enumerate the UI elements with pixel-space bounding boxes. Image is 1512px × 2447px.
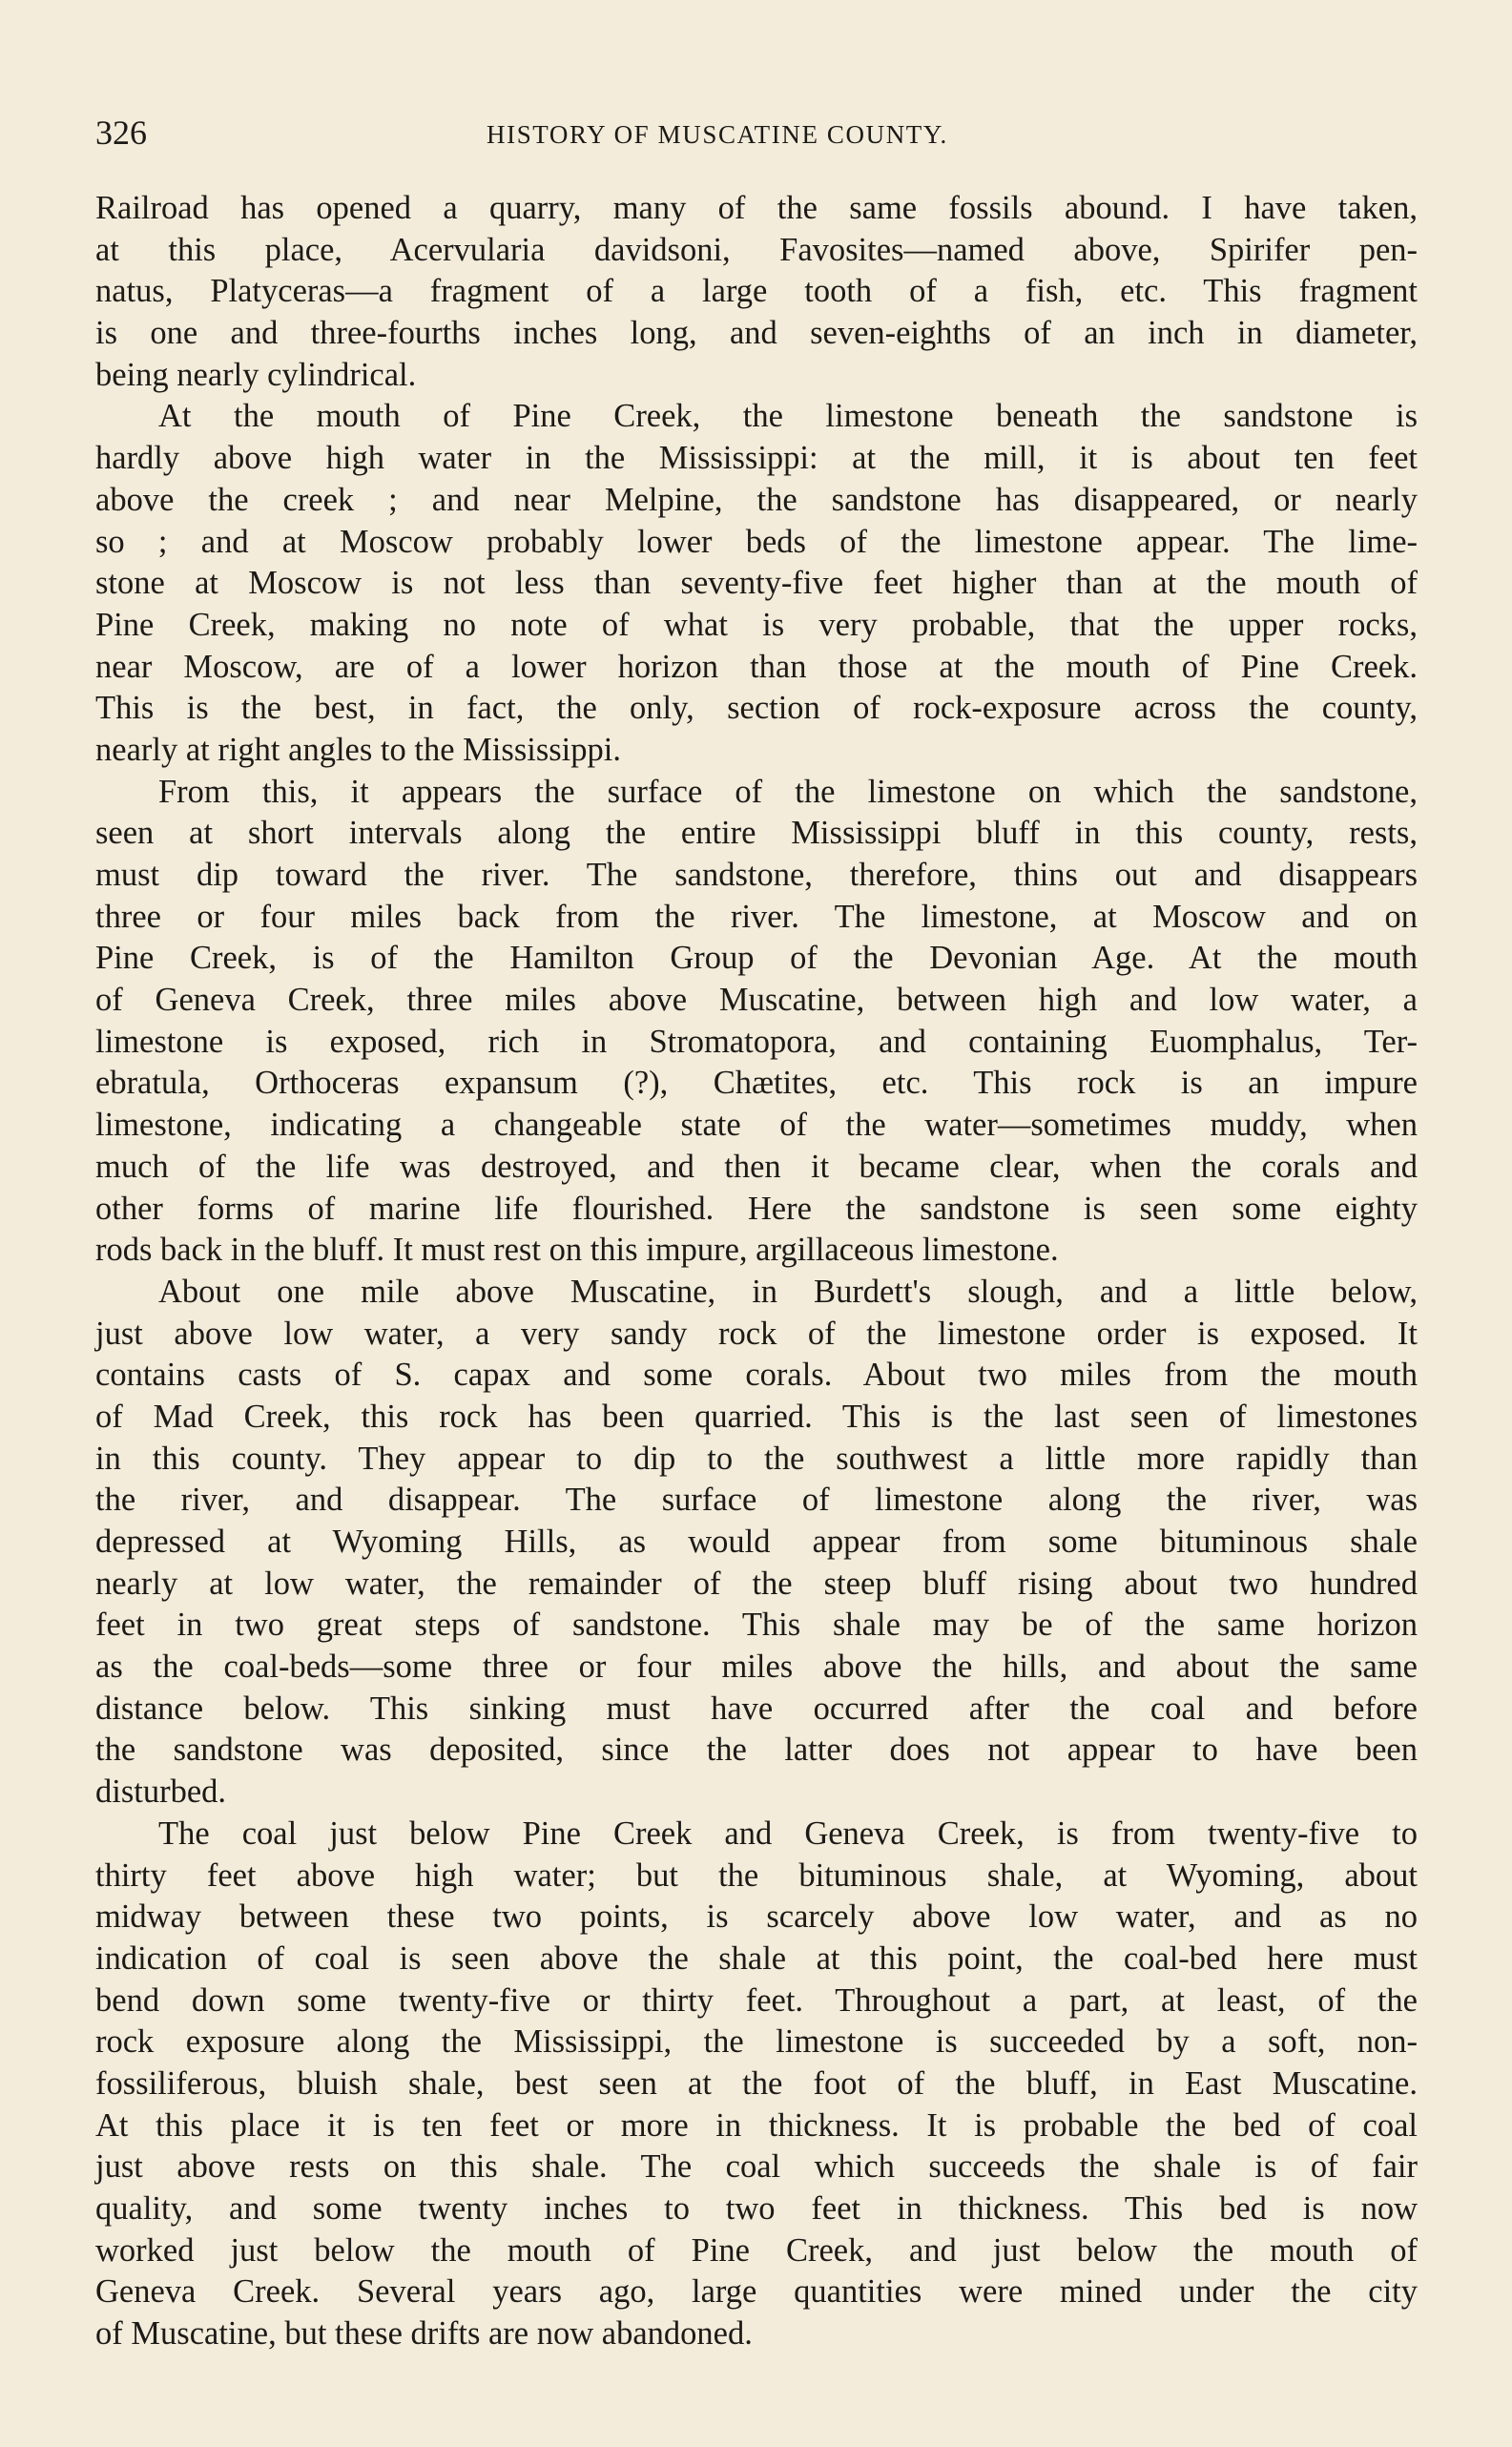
- text-line: stone at Moscow is not less than seventy-five feet higher than at the mouth of: [95, 565, 1418, 602]
- text-line: indication of coal is seen above the shale at this point, the coal-bed here must: [95, 1939, 1418, 1977]
- text-line: at this place, Acervularia davidsoni, Favosites—named above, Spirifer pen-: [95, 231, 1418, 268]
- text-line: being nearly cylindrical.: [95, 356, 417, 393]
- text-line: From this, it appears the surface of the limestone on which the sandstone,: [158, 773, 1418, 810]
- text-line: must dip toward the river. The sandstone, therefore, thins out and disappears: [95, 857, 1418, 893]
- text-line: three or four miles back from the river. The limestone, at Moscow and on: [95, 898, 1418, 935]
- text-line: depressed at Wyoming Hills, as would appear from some bituminous shale: [95, 1524, 1418, 1560]
- text-line: rods back in the bluff. It must rest on this impure, argillaceous limestone.: [95, 1232, 1059, 1269]
- text-line: hardly above high water in the Mississippi: at the mill, it is about ten feet: [95, 440, 1418, 477]
- text-line: is one and three-fourths inches long, and seven-eighths of an inch in diameter,: [95, 315, 1418, 352]
- text-line: the sandstone was deposited, since the latter does not appear to have been: [95, 1732, 1418, 1769]
- text-line: just above rests on this shale. The coal which succeeds the shale is of fair: [95, 2148, 1418, 2186]
- text-line: seen at short intervals along the entire Mississippi bluff in this county, rests,: [95, 815, 1418, 852]
- text-line: natus, Platyceras—a fragment of a large tooth of a fish, etc. This fragment: [95, 273, 1418, 310]
- text-line: nearly at low water, the remainder of the steep bluff rising about two hundred: [95, 1565, 1418, 1602]
- text-line: just above low water, a very sandy rock of the limestone order is exposed. It: [95, 1315, 1418, 1352]
- text-line: feet in two great steps of sandstone. This shale may be of the same horizon: [95, 1607, 1418, 1644]
- text-line: About one mile above Muscatine, in Burdett's slough, and a little below,: [158, 1273, 1418, 1310]
- text-line: thirty feet above high water; but the bituminous shale, at Wyoming, about: [95, 1856, 1418, 1894]
- text-line: worked just below the mouth of Pine Creek, and just below the mouth of: [95, 2231, 1418, 2269]
- text-line: quality, and some twenty inches to two feet in thickness. This bed is now: [95, 2190, 1418, 2227]
- text-line: disturbed.: [95, 1773, 227, 1811]
- text-line: This is the best, in fact, the only, section of rock-exposure across the county,: [95, 690, 1418, 727]
- text-line: The coal just below Pine Creek and Geneva Creek, is from twenty-five to: [158, 1815, 1418, 1852]
- text-line: as the coal-beds—some three or four miles above the hills, and about the same: [95, 1649, 1418, 1686]
- text-line: midway between these two points, is scarcely above low water, and as no: [95, 1898, 1418, 1936]
- text-line: Geneva Creek. Several years ago, large quantities were mined under the city: [95, 2273, 1418, 2311]
- page-number: 326: [95, 114, 147, 152]
- text-line: much of the life was destroyed, and then it became clear, when the corals and: [95, 1148, 1418, 1185]
- text-line: At the mouth of Pine Creek, the limestone beneath the sandstone is: [158, 398, 1418, 435]
- text-line: bend down some twenty-five or thirty feet. Throughout a part, at least, of the: [95, 1981, 1418, 2019]
- text-line: Pine Creek, making no note of what is very probable, that the upper rocks,: [95, 606, 1418, 643]
- text-line: the river, and disappear. The surface of limestone along the river, was: [95, 1482, 1418, 1519]
- text-line: near Moscow, are of a lower horizon than those at the mouth of Pine Creek.: [95, 648, 1418, 685]
- text-line: limestone, indicating a changeable state of the water—sometimes muddy, when: [95, 1107, 1418, 1144]
- text-line: At this place it is ten feet or more in thickness. It is probable the bed of coal: [95, 2106, 1418, 2144]
- body-text: [95, 188, 1418, 2355]
- text-line: nearly at right angles to the Mississippi.: [95, 731, 621, 768]
- text-line: Pine Creek, is of the Hamilton Group of the Devonian Age. At the mouth: [95, 940, 1418, 977]
- text-line: above the creek ; and near Melpine, the sandstone has disappeared, or nearly: [95, 481, 1418, 518]
- running-head: HISTORY OF MUSCATINE COUNTY.: [487, 120, 948, 149]
- text-line: distance below. This sinking must have occurred after the coal and before: [95, 1690, 1418, 1727]
- text-line: rock exposure along the Mississippi, the limestone is succeeded by a soft, non-: [95, 2023, 1418, 2061]
- text-line: Railroad has opened a quarry, many of the same fossils abound. I have taken,: [95, 190, 1418, 226]
- text-line: other forms of marine life flourished. Here the sandstone is seen some eighty: [95, 1190, 1418, 1227]
- text-line: limestone is exposed, rich in Stromatopora, and containing Euomphalus, Ter-: [95, 1023, 1418, 1060]
- text-line: of Geneva Creek, three miles above Muscatine, between high and low water, a: [95, 982, 1418, 1019]
- text-line: of Mad Creek, this rock has been quarried. This is the last seen of limestones: [95, 1398, 1418, 1435]
- text-line: of Muscatine, but these drifts are now abandoned.: [95, 2315, 753, 2353]
- page-header: [95, 113, 1418, 160]
- text-line: contains casts of S. capax and some corals. About two miles from the mouth: [95, 1357, 1418, 1394]
- text-line: ebratula, Orthoceras expansum (?), Chætites, etc. This rock is an impure: [95, 1065, 1418, 1102]
- text-line: in this county. They appear to dip to the southwest a little more rapidly than: [95, 1440, 1418, 1477]
- text-line: fossiliferous, bluish shale, best seen at the foot of the bluff, in East Muscatine.: [95, 2064, 1418, 2102]
- text-line: so ; and at Moscow probably lower beds of the limestone appear. The lime-: [95, 523, 1418, 560]
